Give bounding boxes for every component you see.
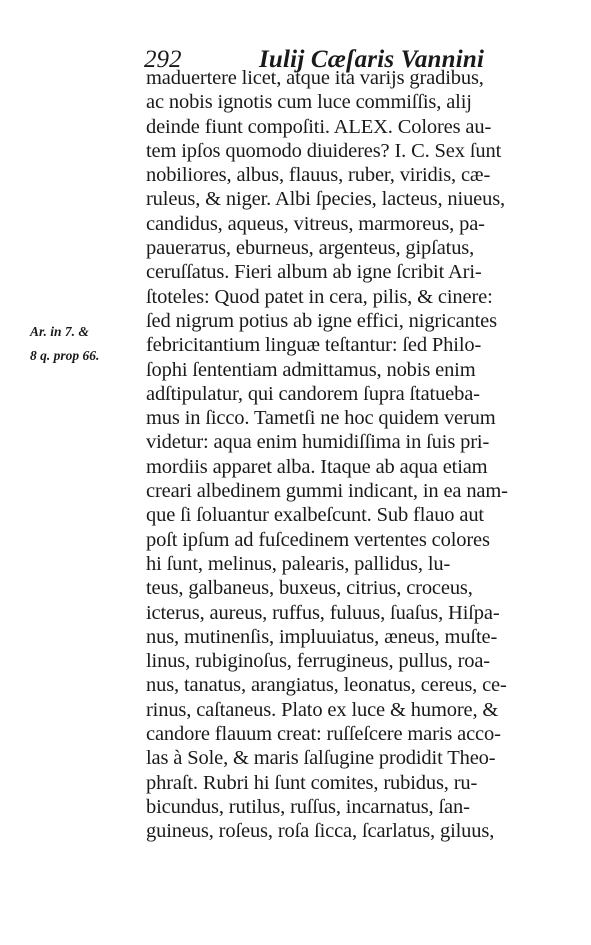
text-line: febricitantium linguæ teſtantur: ſed Philo- (146, 334, 482, 357)
text-line: nobiliores, albus, flauus, ruber, viridis, cæ- (146, 164, 491, 187)
running-head: Iulij Cæſaris Vannini (259, 46, 485, 73)
text-line: tem ipſos quomodo diuideres? I. C. Sex ſunt (146, 139, 502, 162)
text-line: bicundus, rutilus, ruſſus, incarnatus, ſan- (146, 795, 470, 818)
text-line: creari albedinem gummi indicant, in ea nam- (146, 480, 508, 503)
text-line: deinde fiunt compoſiti. ALEX. Colores au- (146, 115, 492, 138)
text-line: pauerатus, eburneus, argenteus, gipſatus, (146, 237, 475, 260)
text-line: ceruſſatus. Fieri album ab igne ſcribit Ari- (146, 261, 482, 284)
text-line: ſtoteles: Quod patet in cera, pilis, & cinere: (146, 285, 493, 308)
margin-note: 8 q. prop 66. (30, 348, 100, 364)
text-line: icterus, aureus, ruffus, fuluus, ſuaſus, Hiſpa- (146, 601, 500, 624)
text-line: maduertere licet, atque ita varijs gradibus, (146, 67, 484, 89)
text-line: mus in ſicco. Tametſi ne hoc quidem verum (146, 407, 496, 430)
text-line: hi ſunt, melinus, palearis, pallidus, lu- (146, 552, 451, 575)
text-line: nus, mutinenſis, impluuiatus, æneus, muſte- (146, 625, 498, 648)
text-line: teus, galbaneus, buxeus, citrius, croceus, (146, 577, 473, 600)
text-line: phraſt. Rubri hi ſunt comites, rubidus, ru- (146, 771, 478, 794)
text-line: adſtipulatur, qui candorem ſupra ſtatueba- (146, 382, 480, 405)
text-line: videtur: aqua enim humidiſſima in ſuis pri- (146, 431, 490, 454)
margin-note: Ar. in 7. & (30, 324, 89, 339)
text-line: candore flauum creat: ruſſeſcere maris acco- (146, 723, 501, 746)
text-line: ſophi ſententiam admittamus, nobis enim (146, 358, 476, 381)
text-line: ruleus, & niger. Albi ſpecies, lacteus, niueus, (146, 188, 506, 211)
body-text (146, 66, 551, 844)
margin-notes (30, 320, 144, 369)
text-line: que ſi ſoluantur exalbeſcunt. Sub flauo aut (146, 504, 484, 527)
text-line: mordiis apparet alba. Itaque ab aqua etiam (146, 455, 488, 478)
text-line: guineus, roſeus, roſa ſicca, ſcarlatus, giluus, (146, 820, 495, 843)
text-line: rinus, caſtaneus. Plato ex luce & humore, & (146, 698, 499, 721)
text-line: ſed nigrum potius ab igne effici, nigricantes (146, 309, 497, 332)
page-number: 292 (144, 46, 182, 73)
text-line: poſt ipſum ad fuſcedinem vertentes colores (146, 528, 490, 551)
text-line: nus, tanatus, arangiatus, leonatus, cereus, ce- (146, 674, 507, 697)
text-line: candidus, aqueus, vitreus, marmoreus, pa- (146, 212, 485, 235)
text-line: las à Sole, & maris ſalſugine prodidit Theo- (146, 747, 496, 770)
text-line: linus, rubiginoſus, ferrugineus, pullus, roa- (146, 650, 490, 673)
text-line: ac nobis ignotis cum luce commiſſis, alij (146, 91, 472, 114)
